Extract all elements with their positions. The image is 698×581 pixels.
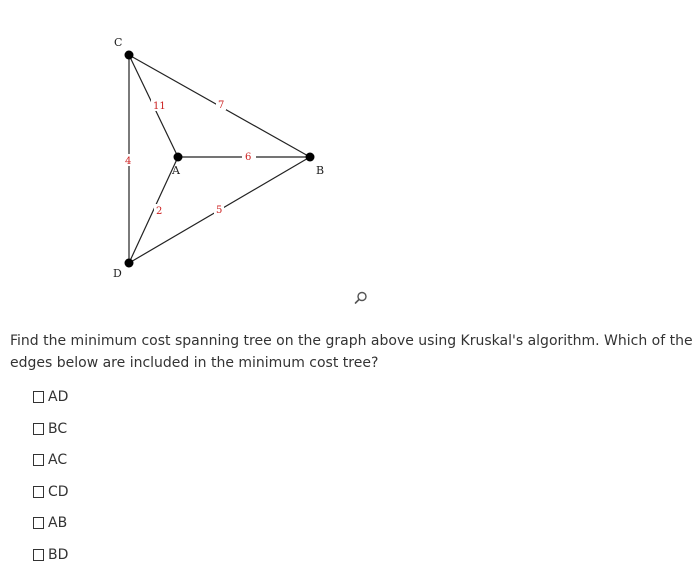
option-label: AC bbox=[48, 452, 68, 468]
node-b bbox=[306, 153, 315, 162]
checkbox[interactable] bbox=[33, 391, 44, 403]
checkbox[interactable] bbox=[33, 486, 44, 498]
weight-bd: 5 bbox=[216, 205, 223, 216]
checkbox[interactable] bbox=[33, 549, 44, 561]
weight-bc: 7 bbox=[218, 100, 225, 111]
checkbox[interactable] bbox=[33, 454, 44, 466]
graph-diagram bbox=[0, 0, 340, 290]
option-label: BD bbox=[48, 546, 69, 563]
weight-ad: 2 bbox=[156, 206, 163, 217]
magnifier-icon[interactable] bbox=[353, 290, 369, 306]
weight-ab: 6 bbox=[245, 152, 252, 163]
option-ac[interactable] bbox=[33, 449, 67, 471]
option-bc[interactable] bbox=[33, 418, 67, 440]
checkbox[interactable] bbox=[33, 423, 44, 435]
node-label-c: C bbox=[114, 36, 123, 49]
option-cd[interactable] bbox=[33, 481, 69, 503]
node-d bbox=[125, 259, 134, 268]
option-label: AD bbox=[48, 389, 69, 405]
option-label: AB bbox=[48, 515, 68, 531]
option-bd[interactable] bbox=[33, 544, 68, 566]
node-c bbox=[125, 51, 134, 60]
option-label: BC bbox=[48, 420, 68, 437]
node-label-b: B bbox=[316, 164, 325, 177]
weight-cd: 4 bbox=[125, 156, 132, 167]
option-ad[interactable] bbox=[33, 386, 68, 408]
question-text: Find the minimum cost spanning tree on the graph above using Kruskal's algorithm. Which of the edges below are included in the minimum cost tree? bbox=[10, 333, 693, 371]
checkbox[interactable] bbox=[33, 517, 44, 529]
edge-ad bbox=[129, 157, 178, 263]
node-label-d: D bbox=[113, 267, 122, 280]
option-ab[interactable] bbox=[33, 512, 67, 534]
node-a bbox=[174, 153, 183, 162]
node-label-a: A bbox=[172, 164, 180, 177]
weight-ac: 11 bbox=[153, 101, 166, 112]
option-label: CD bbox=[48, 483, 69, 500]
